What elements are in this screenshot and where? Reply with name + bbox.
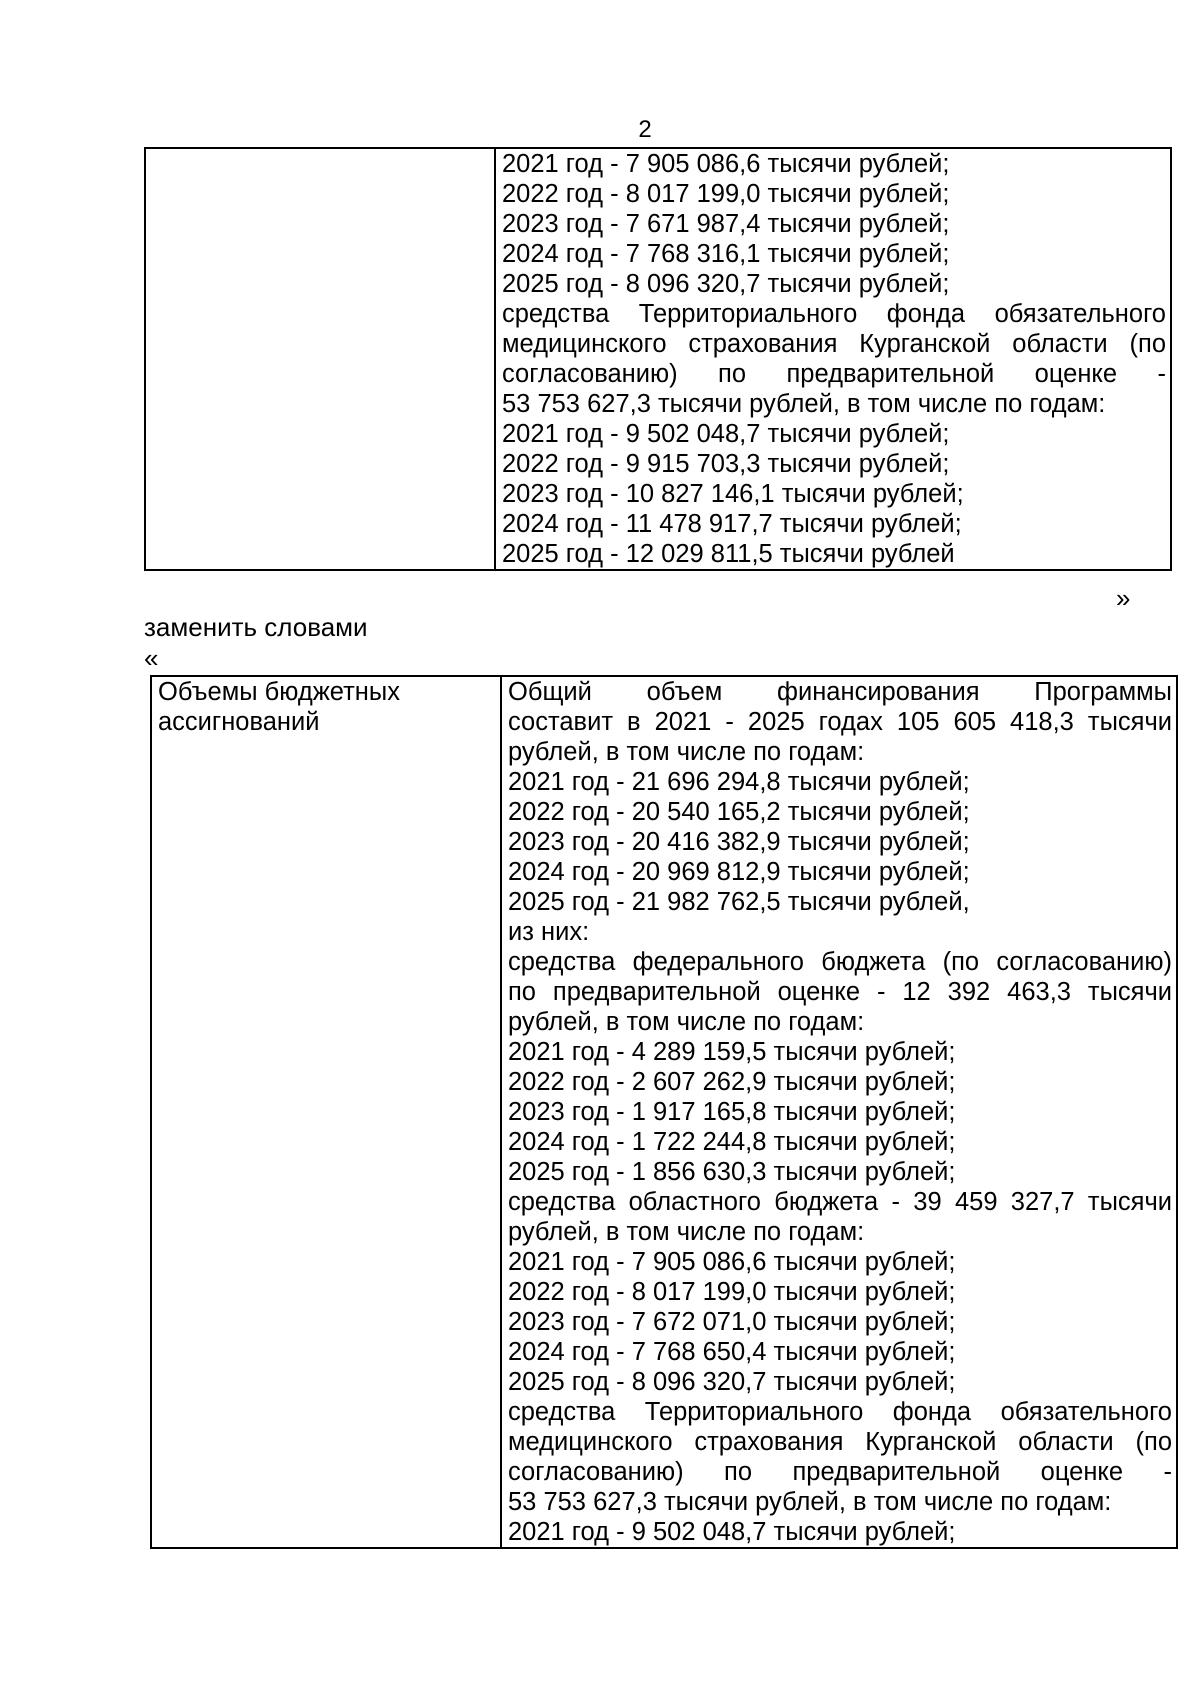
new-table-content-cell [501, 676, 1177, 1548]
replace-phrase: заменить словами [144, 612, 368, 642]
text-line: 2022 год - 2 607 262,9 тысячи рублей; [508, 1068, 956, 1096]
text-line: средства Территориального фонда обязательного [502, 300, 1166, 328]
text-line: согласованию) по предварительной оценке - [508, 1458, 1172, 1486]
text-line: 2023 год - 7 672 071,0 тысячи рублей; [508, 1308, 956, 1336]
text-line: 2022 год - 20 540 165,2 тысячи рублей; [508, 798, 970, 826]
text-line: 2024 год - 11 478 917,7 тысячи рублей; [502, 510, 962, 538]
label-line: Объемы бюджетных [158, 678, 400, 706]
text-line: 2023 год - 1 917 165,8 тысячи рублей; [508, 1098, 956, 1126]
new-table-label-cell [151, 676, 501, 1548]
closing-quote: » [1116, 583, 1131, 613]
old-table-content-cell [495, 148, 1171, 570]
old-table-label-cell [145, 148, 495, 570]
text-line: по предварительной оценке - 12 392 463,3 тысячи [508, 978, 1172, 1006]
text-line: 2023 год - 7 671 987,4 тысячи рублей; [502, 210, 950, 238]
text-line: согласованию) по предварительной оценке - [502, 360, 1166, 388]
text-line: 2025 год - 8 096 320,7 тысячи рублей; [508, 1368, 956, 1396]
text-line: 2024 год - 1 722 244,8 тысячи рублей; [508, 1128, 956, 1156]
label-line: ассигнований [158, 708, 320, 736]
new-budget-table [150, 675, 1178, 1549]
text-line: медицинского страхования Курганской области (по [502, 330, 1166, 358]
text-line: 2021 год - 21 696 294,8 тысячи рублей; [508, 768, 970, 796]
table-row [145, 148, 1171, 570]
text-line: 2023 год - 10 827 146,1 тысячи рублей; [502, 480, 964, 508]
text-line: 2022 год - 9 915 703,3 тысячи рублей; [502, 450, 950, 478]
text-line: 2021 год - 7 905 086,6 тысячи рублей; [502, 150, 950, 178]
text-line: из них: [508, 918, 590, 946]
text-line: 2025 год - 1 856 630,3 тысячи рублей; [508, 1158, 956, 1186]
text-line: 2024 год - 20 969 812,9 тысячи рублей; [508, 858, 970, 886]
text-line: рублей, в том числе по годам: [508, 738, 865, 766]
text-line: медицинского страхования Курганской области (по [508, 1428, 1172, 1456]
text-line: средства Территориального фонда обязательного [508, 1398, 1172, 1426]
text-line: 2024 год - 7 768 650,4 тысячи рублей; [508, 1338, 956, 1366]
opening-quote: « [144, 643, 159, 673]
text-line: рублей, в том числе по годам: [508, 1008, 865, 1036]
text-line: Общий объем финансирования Программы [508, 678, 1172, 706]
text-line: 2021 год - 9 502 048,7 тысячи рублей; [508, 1518, 956, 1546]
text-line: 2024 год - 7 768 316,1 тысячи рублей; [502, 240, 950, 268]
text-line: составит в 2021 - 2025 годах 105 605 418,3 тысячи [508, 708, 1172, 736]
text-line: 2022 год - 8 017 199,0 тысячи рублей; [502, 180, 950, 208]
text-line: 2023 год - 20 416 382,9 тысячи рублей; [508, 828, 970, 856]
text-line: 2021 год - 9 502 048,7 тысячи рублей; [502, 420, 950, 448]
old-budget-table [144, 147, 1172, 571]
text-line: 2025 год - 8 096 320,7 тысячи рублей; [502, 270, 950, 298]
page-number: 2 [638, 116, 652, 143]
text-line: средства областного бюджета - 39 459 327,7 тысячи [508, 1188, 1172, 1216]
text-line: 53 753 627,3 тысячи рублей, в том числе по годам: [502, 390, 1106, 418]
text-line: 53 753 627,3 тысячи рублей, в том числе по годам: [508, 1488, 1112, 1516]
text-line: 2025 год - 12 029 811,5 тысячи рублей [502, 540, 955, 568]
text-line: средства федерального бюджета (по согласованию) [508, 948, 1172, 976]
text-line: 2025 год - 21 982 762,5 тысячи рублей, [508, 888, 970, 916]
text-line: рублей, в том числе по годам: [508, 1218, 865, 1246]
table-row [151, 676, 1177, 1548]
text-line: 2022 год - 8 017 199,0 тысячи рублей; [508, 1278, 956, 1306]
text-line: 2021 год - 4 289 159,5 тысячи рублей; [508, 1038, 956, 1066]
text-line: 2021 год - 7 905 086,6 тысячи рублей; [508, 1248, 956, 1276]
